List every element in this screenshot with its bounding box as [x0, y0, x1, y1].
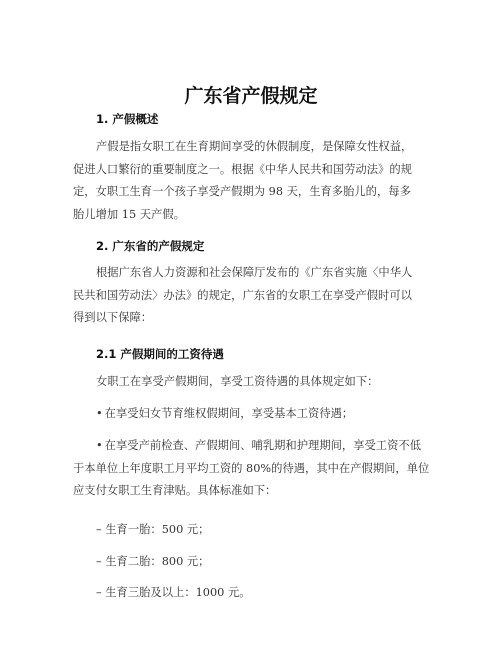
bullet-text: 在享受产前检查、产假期间、哺乳期和护理期间，享受工资不低 — [104, 439, 421, 452]
section-heading-overview: 1. 产假概述 — [96, 112, 159, 126]
paragraph-line: 女职工在享受产假期间，享受工资待遇的具体规定如下： — [96, 375, 379, 388]
bullet-icon: • — [96, 407, 103, 420]
bullet-line — [73, 403, 429, 426]
paragraph-line: 应支付女职工生育津贴。具体标准如下： — [73, 484, 277, 497]
paragraph-rules — [73, 262, 429, 330]
bullet-text: 在享受妇女节育维权假期间，享受基本工资待遇； — [104, 407, 354, 420]
paragraph-line: 民共和国劳动法〉办法》的规定，广东省的女职工在享受产假时可以 — [73, 288, 412, 302]
allowance-item: – 生育一胎：500 元； — [96, 523, 210, 536]
bullet-icon: • — [96, 439, 103, 452]
bullet-line — [73, 435, 429, 458]
document-title: 广东省产假规定 — [184, 85, 318, 107]
allowance-item: – 生育二胎：800 元； — [96, 554, 210, 568]
paragraph-wage-intro — [73, 371, 429, 394]
bullet-item-2 — [73, 435, 429, 503]
paragraph-line: 胎儿增加 15 天产假。 — [73, 207, 185, 221]
section-heading-guangdong-rules: 2. 广东省的产假规定 — [96, 239, 205, 253]
paragraph-line: 定，女职工生育一个孩子享受产假期为 98 天，生育多胎儿的，每多 — [73, 185, 411, 198]
paragraph-line: 根据广东省人力资源和社会保障厅发布的《广东省实施〈中华人 — [96, 266, 413, 279]
paragraph-line: 促进人口繁衍的重要制度之一。根据《中华人民共和国劳动法》的规 — [73, 162, 412, 176]
paragraph-overview — [73, 136, 429, 226]
bullet-item-1 — [73, 403, 429, 426]
paragraph-line: 产假是指女职工在生育期间享受的休假制度，是保障女性权益， — [96, 140, 413, 153]
paragraph-line: 得到以下保障： — [73, 311, 153, 324]
allowance-item: – 生育三胎及以上：1000 元。 — [96, 586, 251, 599]
section-heading-wage: 2.1 产假期间的工资待遇 — [96, 347, 224, 361]
allowance-list — [73, 514, 429, 609]
paragraph-line: 于本单位上年度职工月平均工资的 80%的待遇，其中在产假期间，单位 — [73, 461, 430, 475]
